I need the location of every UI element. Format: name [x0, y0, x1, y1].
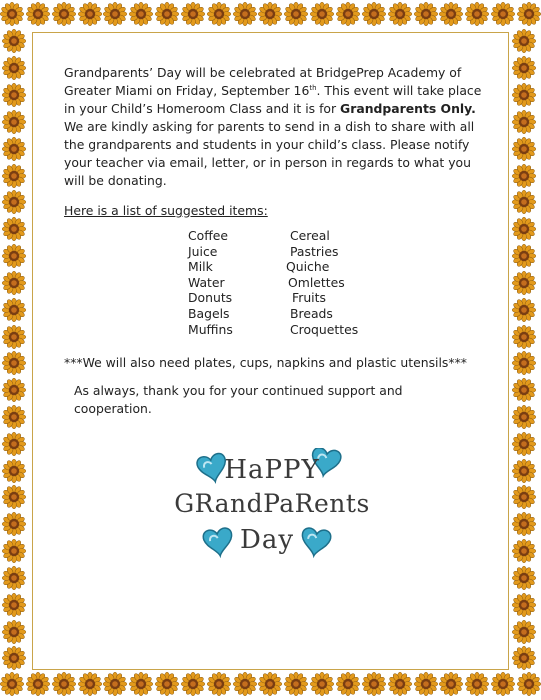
decorative-border-left: [2, 28, 28, 672]
sunflower-icon: [512, 485, 538, 509]
sunflower-icon: [512, 271, 538, 295]
sunflower-icon: [181, 672, 205, 698]
intro-text-middle: . This event will take place in your Child’s Homeroom Class and it is for: [64, 83, 482, 116]
sunflower-icon: [2, 271, 28, 295]
sunflower-icon: [512, 539, 538, 563]
sunflower-icon: [512, 405, 538, 429]
logo-line-happy: HaPPY: [224, 455, 320, 485]
sunflower-icon: [491, 672, 515, 698]
sunflower-icon: [2, 298, 28, 322]
sunflower-icon: [2, 593, 28, 617]
sunflower-icon: [414, 672, 438, 698]
sunflower-icon: [155, 2, 179, 28]
sunflower-icon: [2, 110, 28, 134]
sunflower-icon: [512, 217, 538, 241]
list-item: Milk: [188, 259, 213, 275]
sunflower-icon: [517, 672, 541, 698]
sunflower-icon: [2, 378, 28, 402]
sunflower-icon: [512, 566, 538, 590]
list-item: Quiche: [286, 259, 330, 275]
sunflower-icon: [2, 137, 28, 161]
sunflower-icon: [2, 190, 28, 214]
sunflower-icon: [512, 244, 538, 268]
sunflower-icon: [439, 672, 463, 698]
sunflower-icon: [181, 2, 205, 28]
sunflower-icon: [512, 110, 538, 134]
list-item: Croquettes: [290, 321, 359, 337]
list-item: Pastries: [290, 243, 339, 259]
intro-bold-text: Grandparents Only.: [340, 101, 476, 116]
sunflower-icon: [52, 672, 76, 698]
sunflower-icon: [2, 459, 28, 483]
list-heading: Here is a list of suggested items:: [64, 203, 268, 218]
sunflower-icon: [258, 672, 282, 698]
sunflower-icon: [2, 83, 28, 107]
decorative-border-bottom: [0, 672, 541, 698]
sunflower-icon: [362, 672, 386, 698]
list-item: Coffee: [188, 228, 229, 243]
sunflower-icon: [2, 485, 28, 509]
heart-icon: [300, 527, 332, 558]
sunflower-icon: [512, 325, 538, 349]
sunflower-icon: [2, 29, 28, 53]
sunflower-icon: [517, 2, 541, 28]
sunflower-icon: [207, 2, 231, 28]
sunflower-icon: [26, 672, 50, 698]
sunflower-icon: [284, 672, 308, 698]
decorative-border-right: [512, 28, 538, 672]
sunflower-icon: [103, 672, 127, 698]
sunflower-icon: [465, 2, 489, 28]
sunflower-icon: [129, 2, 153, 28]
announcement-body: [64, 64, 484, 418]
thank-you-line: As always, thank you for your continued support and cooperation.: [74, 383, 403, 416]
sunflower-icon: [388, 2, 412, 28]
sunflower-icon: [512, 137, 538, 161]
sunflower-icon: [284, 2, 308, 28]
sunflower-icon: [310, 672, 334, 698]
list-item: Breads: [290, 305, 333, 321]
happy-grandparents-day-logo: [166, 448, 380, 572]
items-column-right: [288, 228, 358, 337]
sunflower-icon: [512, 164, 538, 188]
intro-text-start: Grandparents’ Day will be celebrated at BridgePrep Academy of Greater Miami on Friday, September 16: [64, 65, 462, 98]
list-item: Muffins: [188, 321, 233, 337]
sunflower-icon: [26, 2, 50, 28]
sunflower-icon: [2, 164, 28, 188]
sunflower-icon: [2, 566, 28, 590]
sunflower-icon: [512, 593, 538, 617]
supplies-note: ***We will also need plates, cups, napkins and plastic utensils***: [64, 355, 467, 370]
sunflower-icon: [103, 2, 127, 28]
sunflower-icon: [336, 672, 360, 698]
sunflower-icon: [439, 2, 463, 28]
sunflower-icon: [2, 539, 28, 563]
sunflower-icon: [512, 432, 538, 456]
sunflower-icon: [512, 298, 538, 322]
sunflower-icon: [512, 190, 538, 214]
sunflower-icon: [512, 620, 538, 644]
sunflower-icon: [233, 2, 257, 28]
intro-text-end: We are kindly asking for parents to send in a dish to share with all the grandparents and students in your child’s class. Please notify your teacher via email, letter, or in person in regards to what you will be donating.: [64, 119, 475, 188]
intro-paragraph: [64, 64, 484, 190]
sunflower-icon: [512, 378, 538, 402]
list-item: Donuts: [188, 290, 233, 306]
sunflower-icon: [52, 2, 76, 28]
sunflower-icon: [2, 351, 28, 375]
sunflower-icon: [336, 2, 360, 28]
sunflower-icon: [2, 56, 28, 80]
sunflower-icon: [78, 672, 102, 698]
sunflower-icon: [2, 620, 28, 644]
sunflower-icon: [78, 2, 102, 28]
sunflower-icon: [2, 217, 28, 241]
sunflower-icon: [512, 512, 538, 536]
sunflower-icon: [2, 432, 28, 456]
list-item: Juice: [188, 243, 218, 259]
sunflower-icon: [2, 646, 28, 670]
sunflower-icon: [207, 672, 231, 698]
sunflower-icon: [388, 672, 412, 698]
sunflower-icon: [0, 2, 24, 28]
sunflower-icon: [0, 672, 24, 698]
sunflower-icon: [512, 351, 538, 375]
sunflower-icon: [512, 56, 538, 80]
sunflower-icon: [2, 512, 28, 536]
decorative-border-top: [0, 2, 541, 28]
sunflower-icon: [512, 83, 538, 107]
sunflower-icon: [2, 244, 28, 268]
sunflower-icon: [465, 672, 489, 698]
list-item: Water: [188, 274, 225, 290]
items-column-left: [188, 228, 233, 337]
sunflower-icon: [310, 2, 334, 28]
sunflower-icon: [233, 672, 257, 698]
sunflower-icon: [414, 2, 438, 28]
logo-line-grandparents: GRandPaRents: [174, 489, 370, 518]
sunflower-icon: [2, 405, 28, 429]
sunflower-icon: [155, 672, 179, 698]
suggested-items: [64, 228, 484, 340]
sunflower-icon: [512, 459, 538, 483]
heart-icon: [202, 527, 234, 558]
sunflower-icon: [491, 2, 515, 28]
sunflower-icon: [2, 325, 28, 349]
sunflower-icon: [512, 646, 538, 670]
list-item: Fruits: [292, 290, 326, 306]
date-suffix: th: [309, 83, 317, 92]
sunflower-icon: [362, 2, 386, 28]
list-item: Omlettes: [288, 274, 345, 290]
logo-line-day: Day: [239, 525, 295, 555]
list-item: Bagels: [188, 305, 230, 321]
list-item: Cereal: [290, 228, 330, 243]
sunflower-icon: [258, 2, 282, 28]
sunflower-icon: [129, 672, 153, 698]
sunflower-icon: [512, 29, 538, 53]
